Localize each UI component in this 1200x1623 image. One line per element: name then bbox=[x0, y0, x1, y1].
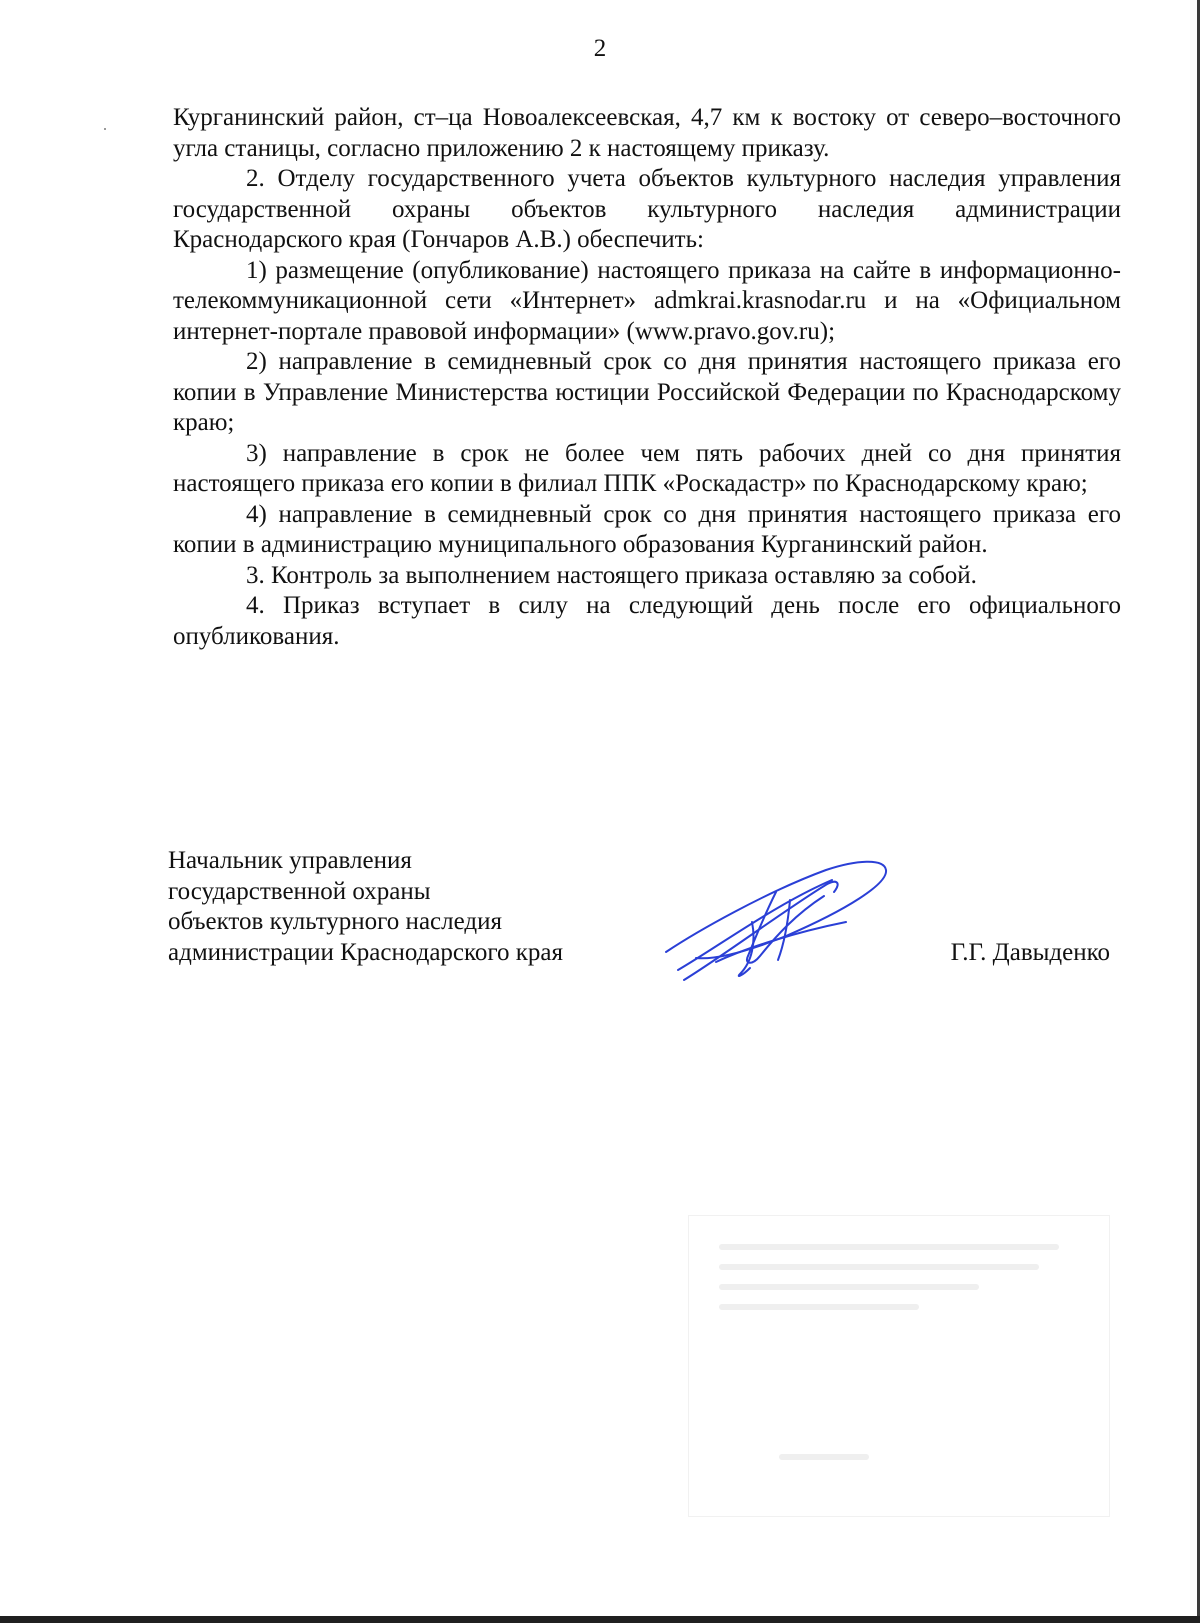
paragraph-subitem-4: 4) направление в семидневный срок со дня принятия настоящего приказа его копии в администрацию муниципального образования Курганинский район. bbox=[173, 500, 1121, 558]
signer-title-line: государственной охраны bbox=[168, 877, 431, 905]
page-number: 2 bbox=[593, 35, 607, 62]
paragraph-subitem-1: 1) размещение (опубликование) настоящего приказа на сайте в информационно-телекоммуникационной сети «Интернет» admkrai.krasnodar.ru и на «Официальном интернет-портале правовой информации» (www.pravo.gov.ru); bbox=[173, 256, 1121, 345]
handwritten-signature bbox=[656, 852, 896, 1002]
paragraph-subitem-3: 3) направление в срок не более чем пять рабочих дней со дня принятия настоящего приказа его копии в филиал ППК «Роскадастр» по Краснодарскому краю; bbox=[173, 439, 1121, 497]
scan-speck bbox=[104, 128, 106, 130]
faint-stamp-imprint bbox=[688, 1215, 1110, 1517]
faint-stamp-line bbox=[719, 1244, 1059, 1250]
paragraph-item-3: 3. Контроль за выполнением настоящего приказа оставляю за собой. bbox=[246, 561, 977, 589]
faint-stamp-line bbox=[779, 1454, 869, 1460]
signature-block bbox=[168, 846, 1128, 1006]
scan-edge-bottom bbox=[0, 1616, 1200, 1623]
paragraph-subitem-2: 2) направление в семидневный срок со дня принятия настоящего приказа его копии в Управление Министерства юстиции Российской Федерации по Краснодарскому краю; bbox=[173, 348, 1121, 436]
faint-stamp-line bbox=[719, 1284, 979, 1290]
document-body bbox=[173, 103, 1121, 652]
paragraph-continuation: Курганинский район, ст–ца Новоалексеевская, 4,7 км к востоку от северо–восточного угла станицы, согласно приложению 2 к настоящему приказу. bbox=[173, 104, 1121, 162]
signer-title bbox=[168, 846, 563, 968]
paragraph-item-4: 4. Приказ вступает в силу на следующий день после его официального опубликования. bbox=[173, 592, 1121, 650]
paragraph-item-2: 2. Отделу государственного учета объектов культурного наследия управления государственной охраны объектов культурного наследия администрации Краснодарского края (Гончаров А.В.) обеспечить: bbox=[173, 165, 1121, 253]
signer-title-line: администрации Краснодарского края bbox=[168, 938, 564, 966]
faint-stamp-line bbox=[719, 1264, 1039, 1270]
signer-title-line: Начальник управления bbox=[168, 847, 412, 874]
signer-title-line: объектов культурного наследия bbox=[168, 908, 502, 935]
signer-name: Г.Г. Давыденко bbox=[950, 939, 1110, 966]
faint-stamp-line bbox=[719, 1304, 919, 1310]
